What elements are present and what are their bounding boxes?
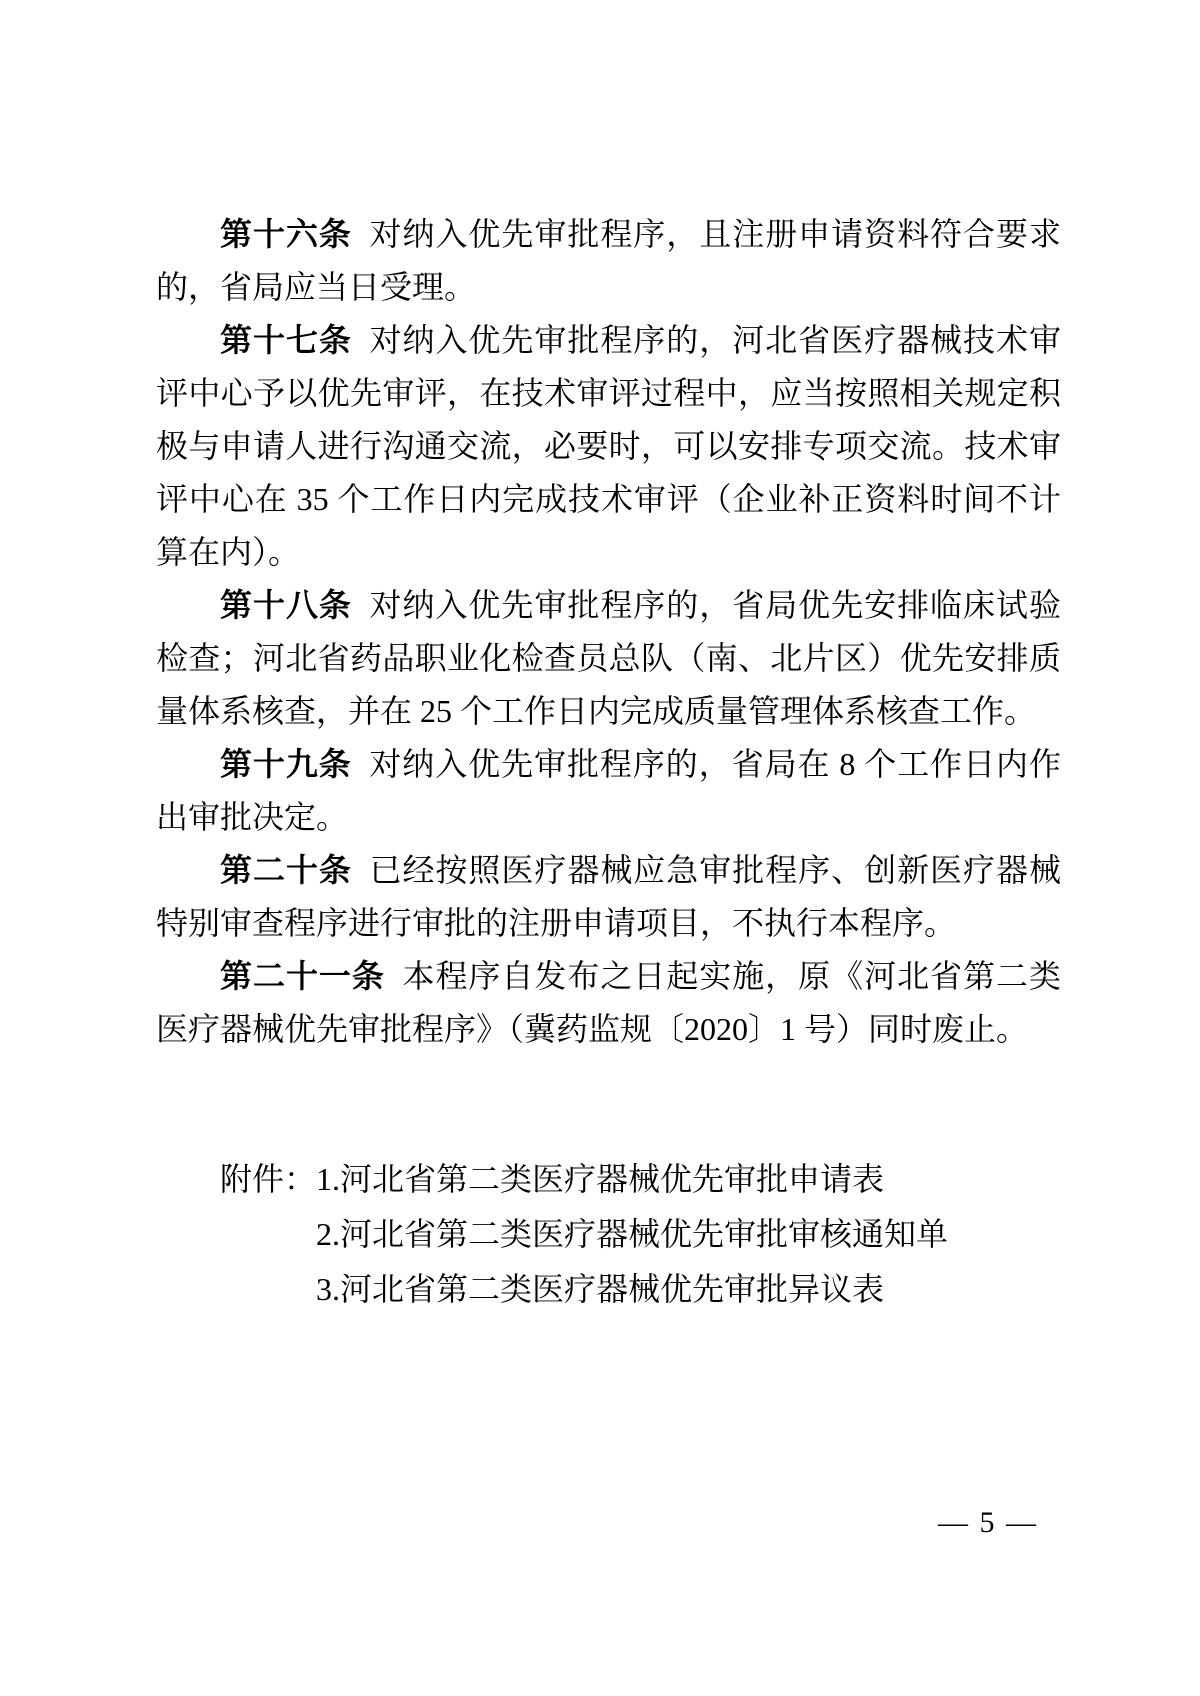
document-body	[156, 208, 1061, 1317]
attachment-3-text: 3.河北省第二类医疗器械优先审批异议表	[316, 1271, 885, 1307]
article-19-heading: 第十九条	[220, 746, 352, 782]
attachments-label: 附件：	[220, 1161, 317, 1197]
article-21-heading: 第二十一条	[220, 958, 385, 994]
article-19-text: 对纳入优先审批程序的，省局在 8 个工作日内作出审批决定。	[156, 746, 1061, 835]
article-20-heading: 第二十条	[220, 852, 352, 888]
article-21-text: 本程序自发布之日起实施，原《河北省第二类医疗器械优先审批程序》（冀药监规〔2020〕1 号）同时废止。	[156, 958, 1061, 1047]
paragraph-article-16	[156, 208, 1061, 314]
article-16-text: 对纳入优先审批程序，且注册申请资料符合要求的，省局应当日受理。	[156, 216, 1061, 305]
attachments-list	[156, 1152, 1061, 1317]
article-20-text: 已经按照医疗器械应急审批程序、创新医疗器械特别审查程序进行审批的注册申请项目，不执行本程序。	[156, 852, 1061, 941]
paragraph-article-21	[156, 950, 1061, 1056]
paragraph-article-17	[156, 314, 1061, 579]
attachment-item-3	[220, 1262, 1061, 1317]
article-17-text: 对纳入优先审批程序的，河北省医疗器械技术审评中心予以优先审评，在技术审评过程中，应当按照相关规定积极与申请人进行沟通交流，必要时，可以安排专项交流。技术审评中心在 35 个工作日内完成技术审评（企业补正资料时间不计算在内）。	[156, 322, 1061, 570]
article-16-heading: 第十六条	[220, 216, 352, 252]
attachment-2-text: 2.河北省第二类医疗器械优先审批审核通知单	[316, 1216, 949, 1252]
attachment-item-2	[220, 1207, 1061, 1262]
attachment-1-text: 1.河北省第二类医疗器械优先审批申请表	[316, 1161, 885, 1197]
paragraph-article-18	[156, 579, 1061, 738]
article-18-heading: 第十八条	[220, 587, 352, 623]
article-18-text: 对纳入优先审批程序的，省局优先安排临床试验检查；河北省药品职业化检查员总队（南、北片区）优先安排质量体系核查，并在 25 个工作日内完成质量管理体系核查工作。	[156, 587, 1061, 729]
attachment-item-1	[220, 1152, 1061, 1207]
article-17-heading: 第十七条	[220, 322, 352, 358]
paragraph-article-19	[156, 738, 1061, 844]
paragraph-article-20	[156, 844, 1061, 950]
page-number: — 5 —	[938, 1506, 1038, 1539]
